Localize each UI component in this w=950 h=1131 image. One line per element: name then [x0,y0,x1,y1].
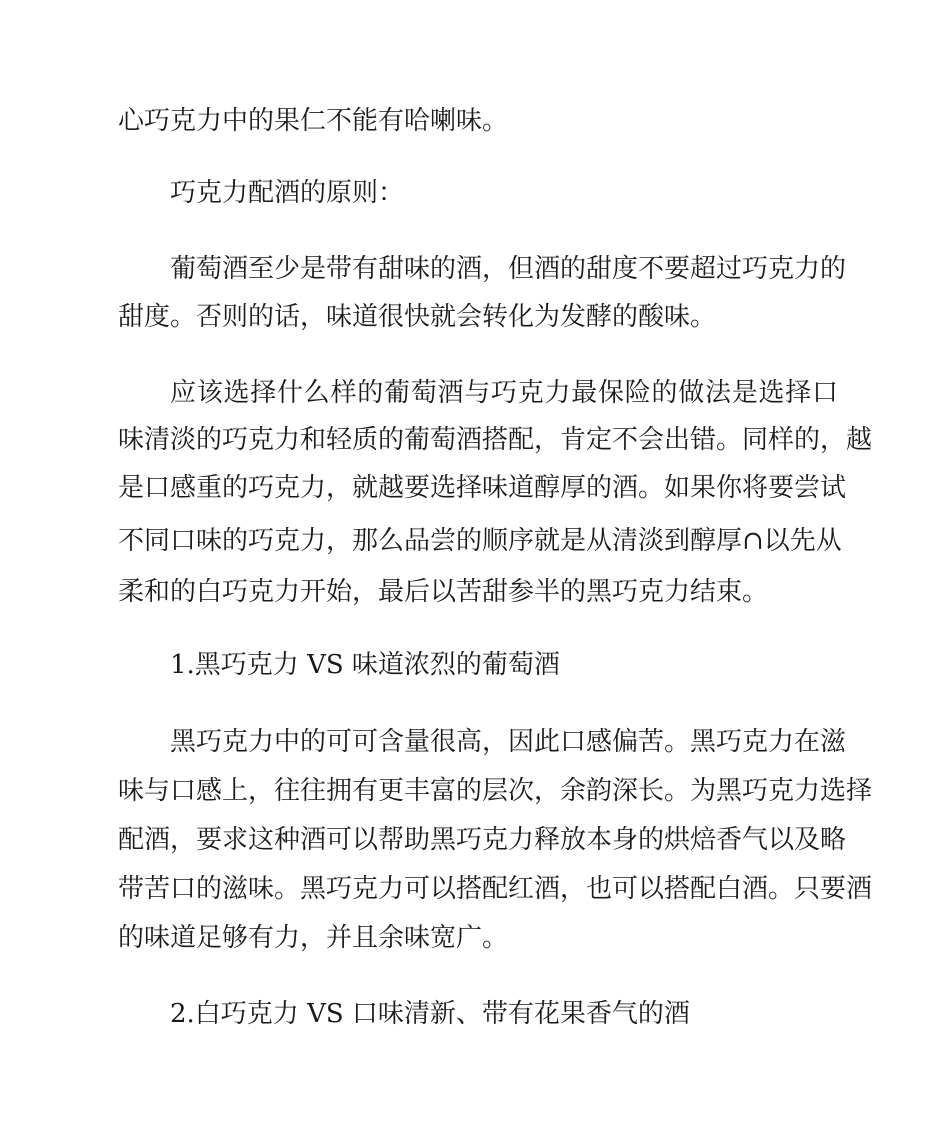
paragraph-line: 柔和的白巧克力开始，最后以苦甜参半的黑巧克力结束。 [118,577,769,607]
paragraph-line: 配酒，要求这种酒可以帮助黑巧克力释放本身的烘焙香气以及略 [118,825,847,855]
paragraph-line: 应该选择什么样的葡萄酒与巧克力最保险的做法是选择口 [170,378,838,408]
paragraph-line: 是口感重的巧克力，就越要选择味道醇厚的酒。如果你将要尝试 [118,473,847,503]
paragraph-line: 不同口味的巧克力，那么品尝的顺序就是从清淡到醇厚∩以先从 [118,526,842,556]
paragraph-continuation-line: 心巧克力中的果仁不能有哈喇味。 [118,106,509,136]
paragraph-line: 味与口感上，往往拥有更丰富的层次，余韵深长。为黑巧克力选择 [118,776,873,806]
section-heading-pairing-principles: 巧克力配酒的原则： [170,178,405,208]
section-heading-dark-chocolate: 1.黑巧克力 VS 味道浓烈的葡萄酒 [170,650,560,680]
paragraph-line: 甜度。否则的话，味道很快就会转化为发酵的酸味。 [118,302,717,332]
paragraph-line: 的味道足够有力，并且余味宽广。 [118,923,509,953]
section-heading-white-chocolate: 2.白巧克力 VS 口味清新、带有花果香气的酒 [170,999,690,1029]
paragraph-line: 带苦口的滋味。黑巧克力可以搭配红酒，也可以搭配白酒。只要酒 [118,874,873,904]
paragraph-line: 黑巧克力中的可可含量很高，因此口感偏苦。黑巧克力在滋 [170,727,847,757]
paragraph-line: 葡萄酒至少是带有甜味的酒，但酒的甜度不要超过巧克力的 [170,254,847,284]
paragraph-line: 味清淡的巧克力和轻质的葡萄酒搭配，肯定不会出错。同样的，越 [118,425,873,455]
